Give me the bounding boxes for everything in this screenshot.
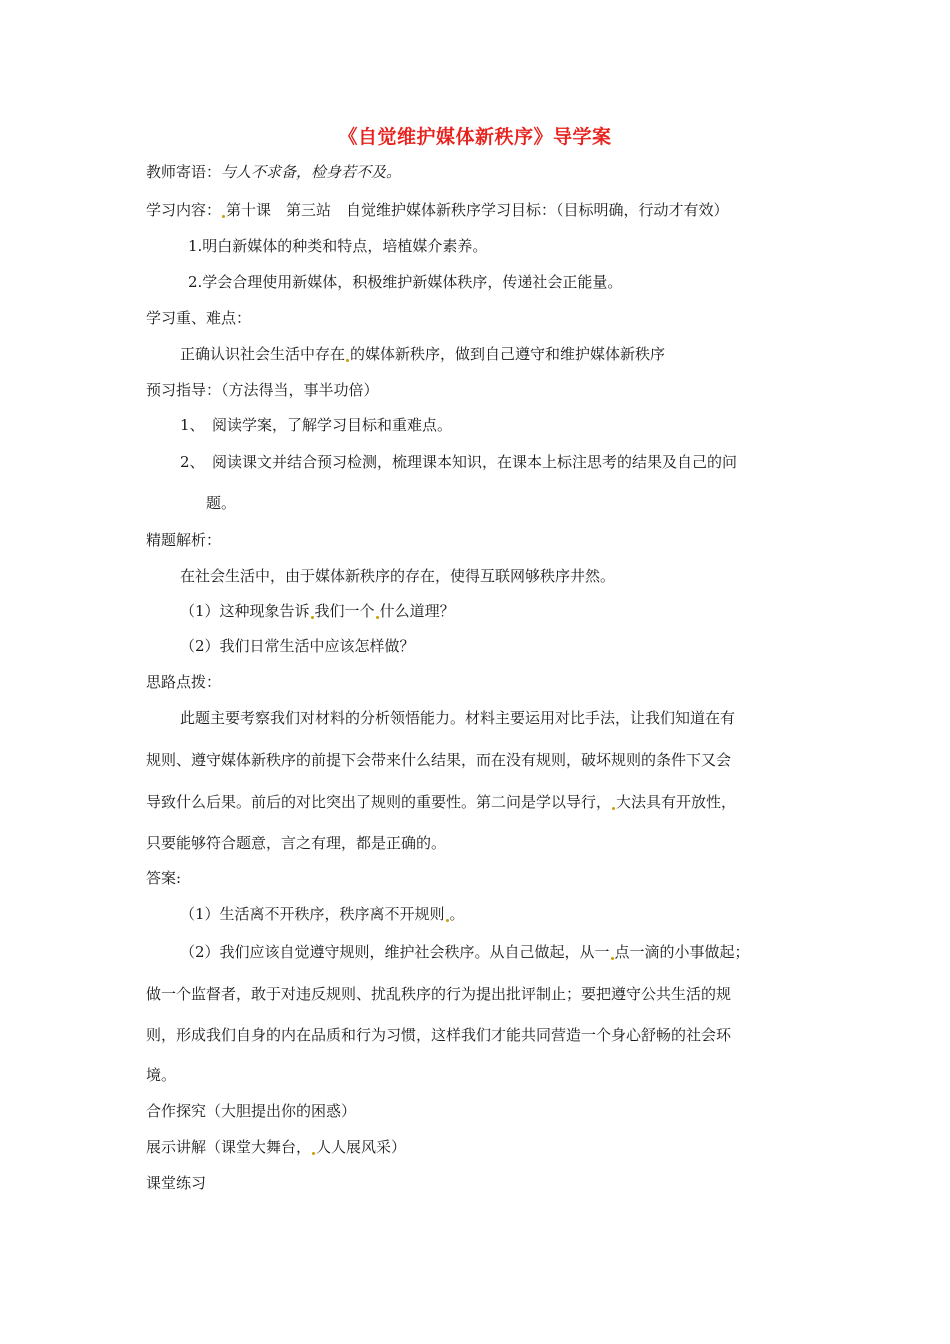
mark-dot — [446, 919, 449, 922]
motto-label: 教师寄语： — [146, 163, 222, 181]
answer-label: 答案: — [146, 869, 182, 887]
keypoints-text — [180, 344, 665, 364]
q1-part-b: 我们一个 — [314, 602, 375, 620]
section-present-part-a: 展示讲解（课堂大舞台， — [146, 1138, 312, 1156]
content-text: 第十课 第三站 自觉维护媒体新秩序学习目标：（目标明确，行动才有效） — [226, 201, 729, 219]
content-line — [146, 200, 729, 220]
preview-item: 题。 — [206, 494, 237, 512]
keypoints-label: 学习重、难点： — [146, 309, 252, 327]
section-practice: 课堂练习 — [146, 1174, 207, 1192]
answer-1 — [180, 904, 465, 924]
hint-line: 规则、遵守媒体新秩序的前提下会带来什么结果，而在没有规则，破坏规则的条件下又会 — [146, 751, 732, 769]
hint-label: 思路点拨： — [146, 673, 222, 691]
mark-dot — [612, 807, 615, 810]
analysis-label: 精题解析： — [146, 531, 222, 549]
mark-dot — [312, 1152, 315, 1155]
hint-line-part-b: 大法具有开放性， — [616, 793, 737, 811]
analysis-question-2: （2）我们日常生活中应该怎样做？ — [180, 637, 415, 655]
mark-dot — [611, 957, 614, 960]
q1-part-a: （1）这种现象告诉 — [180, 602, 310, 620]
motto-text: 与人不求备，检身若不及。 — [221, 163, 402, 181]
hint-line-part-a: 导致什么后果。前后的对比突出了规则的重要性。第二问是学以导行， — [146, 793, 612, 811]
hint-line — [146, 792, 736, 812]
section-cooperate: 合作探究（大胆提出你的困惑） — [146, 1102, 357, 1120]
motto-line — [146, 162, 401, 182]
answer-2-line: 境。 — [146, 1066, 177, 1084]
section-present — [146, 1137, 406, 1157]
analysis-stem: 在社会生活中，由于媒体新秩序的存在，使得互联网够秩序井然。 — [180, 567, 616, 585]
content-label: 学习内容： — [146, 201, 222, 219]
answer-2-line: 做一个监督者，敢于对违反规则、扰乱秩序的行为提出批评制止；要把遵守公共生活的规 — [146, 985, 732, 1003]
preview-label: 预习指导：（方法得当，事半功倍） — [146, 381, 379, 399]
hint-line: 此题主要考察我们对材料的分析领悟能力。材料主要运用对比手法，让我们知道在有 — [180, 709, 736, 727]
goal-item: 1.明白新媒体的种类和特点，培植媒介素养。 — [188, 237, 488, 255]
answer-1-text: （1）生活离不开秩序，秩序离不开规则 — [180, 905, 445, 923]
analysis-question-1 — [180, 601, 455, 621]
preview-item: 2、 阅读课文并结合预习检测，梳理课本知识，在课本上标注思考的结果及自己的问 — [180, 453, 738, 471]
answer-2-line: 则，形成我们自身的内在品质和行为习惯，这样我们才能共同营造一个身心舒畅的社会环 — [146, 1026, 732, 1044]
answer-2-part-a: （2）我们应该自觉遵守规则，维护社会秩序。从自己做起，从一 — [180, 943, 610, 961]
q1-part-c: 什么道理？ — [379, 602, 455, 620]
answer-1-end: 。 — [449, 905, 465, 923]
preview-item: 1、 阅读学案，了解学习目标和重难点。 — [180, 416, 453, 434]
hint-line: 只要能够符合题意，言之有理，都是正确的。 — [146, 834, 447, 852]
goal-item: 2.学会合理使用新媒体，积极维护新媒体秩序，传递社会正能量。 — [188, 273, 623, 291]
section-present-part-b: 人人展风采） — [316, 1138, 407, 1156]
keypoints-text-a: 正确认识社会生活中存在 — [180, 345, 346, 363]
answer-2-part-b: 点一滴的小事做起； — [614, 943, 750, 961]
mark-dot — [311, 616, 314, 619]
mark-dot — [346, 359, 349, 362]
document-title: 《自觉维护媒体新秩序》导学案 — [338, 126, 612, 148]
mark-dot — [222, 215, 225, 218]
mark-dot — [376, 616, 379, 619]
keypoints-text-b: 的媒体新秩序，做到自己遵守和维护媒体新秩序 — [350, 345, 666, 363]
answer-2-line — [180, 942, 750, 962]
